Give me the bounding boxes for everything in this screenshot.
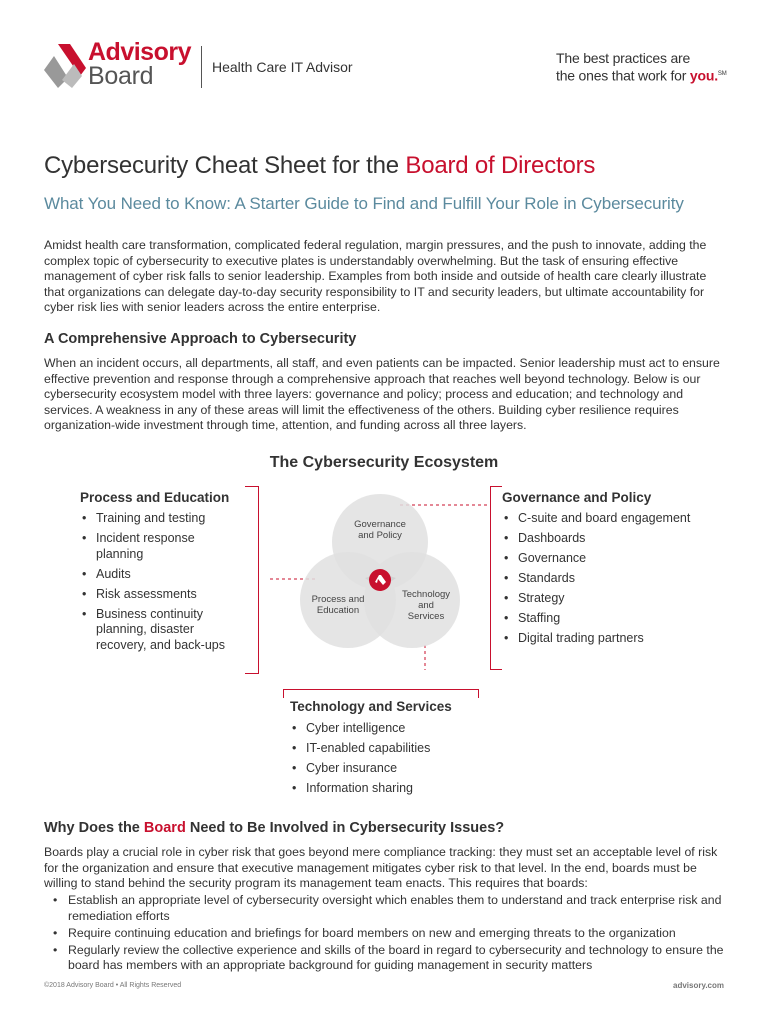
board-heading [44, 820, 504, 836]
advisory-board-logo[interactable] [88, 40, 191, 89]
technology-bracket [283, 689, 479, 698]
ecosystem-title: The Cybersecurity Ecosystem [269, 454, 499, 471]
list-item: • Training and testing [80, 511, 245, 527]
list-item: • Digital trading partners [502, 631, 732, 647]
service-mark: SM [717, 71, 727, 77]
list-item: • Regularly review the collective experience and skills of the board in regard to cybersecurity and technology to ensure the board has members with an appropriate background for guiding management in security matters [44, 943, 724, 974]
venn-label-governance-line2: and Policy [358, 530, 402, 541]
approach-paragraph: When an incident occurs, all departments, all staff, and even patients can be impacted. Senior leadership must act to ensure effective prevention and response through a comprehensive approach that reaches well beyond technology. Below is our cybersecurity ecosystem model with three layers: governance and policy; process and education; and technology and services. A weakness in any of these areas will limit the effectiveness of the others. Building cyber resilience requires organization-wide investment through time, attention, and funding across all three layers. [44, 356, 720, 432]
footer-copyright: ©2018 Advisory Board • All Rights Reserved [44, 982, 182, 989]
process-education-list [80, 511, 245, 658]
header-program-name: Health Care IT Advisor [212, 59, 353, 75]
tagline-you: you. [689, 67, 718, 84]
venn-label-technology-line3: Services [407, 611, 445, 622]
venn-label-process-line1: Process and [311, 594, 365, 605]
advisory-board-logo-mark [44, 44, 86, 88]
page-title-prefix: Cybersecurity Cheat Sheet for the [44, 152, 406, 179]
venn-center-logo [369, 569, 391, 591]
header-divider [201, 46, 202, 88]
list-item: • Governance [502, 551, 732, 567]
page-title-highlight: Board of Directors [405, 152, 596, 179]
venn-label-technology-line1: Technology [401, 589, 451, 600]
technology-services-title: Technology and Services [290, 699, 452, 714]
list-item: • C-suite and board engagement [502, 511, 732, 527]
venn-label-governance [340, 519, 420, 541]
logo-word-board: Board [88, 62, 154, 90]
governance-policy-title: Governance and Policy [502, 490, 652, 505]
list-item: • Risk assessments [80, 587, 245, 603]
list-item: • Business continuity planning, disaster recovery, and back-ups [80, 607, 245, 654]
venn-label-process-line2: Education [316, 605, 360, 616]
list-item: • Audits [80, 567, 245, 583]
logo-word-advisory: Advisory [88, 38, 191, 66]
list-item: • Dashboards [502, 531, 732, 547]
approach-heading: A Comprehensive Approach to Cybersecurity [44, 331, 357, 347]
technology-services-list [290, 721, 490, 801]
governance-policy-list [502, 511, 732, 651]
list-item: • Standards [502, 571, 732, 587]
header-tagline [556, 50, 727, 84]
list-item: • IT-enabled capabilities [290, 741, 490, 757]
list-item: • Establish an appropriate level of cybersecurity oversight which enables them to understand and track enterprise risk and remediation efforts [44, 893, 724, 924]
list-item: • Incident response planning [80, 531, 245, 562]
board-heading-suffix: Need to Be Involved in Cybersecurity Issues? [185, 820, 505, 836]
list-item: • Cyber insurance [290, 761, 490, 777]
tagline-line2-prefix: the ones that work for [556, 67, 690, 84]
list-item: • Staffing [502, 611, 732, 627]
intro-paragraph: Amidst health care transformation, complicated federal regulation, margin pressures, and the push to innovate, adding the complex topic of cybersecurity to executive plates is understandably overwhelming. But the task of ensuring effective management of cyber risk falls to senior leadership. Examples from both inside and outside of health care clearly illustrate that organizations can delegate day-to-day security responsibility to IT and security leaders, but ultimate accountability for cyber risk lies with senior leaders across the entire enterprise. [44, 238, 707, 314]
board-heading-highlight: Board [143, 820, 186, 836]
list-item: • Information sharing [290, 781, 490, 797]
page-title [44, 152, 595, 180]
venn-label-process [298, 594, 378, 616]
venn-label-technology [386, 589, 466, 622]
venn-label-governance-line1: Governance [354, 519, 406, 530]
list-item: • Require continuing education and briefings for board members on new and emerging threats to the organization [44, 926, 724, 942]
board-heading-prefix: Why Does the [44, 820, 144, 836]
board-paragraph: Boards play a crucial role in cyber risk that goes beyond mere compliance tracking: they must set an acceptable level of risk for the organization and ensure that executive management mitigates cyber risk to that level. In the end, boards must be willing to stand behind the security program its management team enacts. This requires that boards: [44, 845, 718, 890]
tagline-line2 [556, 66, 727, 84]
process-education-title: Process and Education [80, 490, 230, 505]
board-requirements-list [44, 893, 724, 975]
list-item: • Cyber intelligence [290, 721, 490, 737]
footer-website-link[interactable]: advisory.com [673, 981, 724, 990]
ecosystem-venn-diagram [270, 490, 500, 670]
venn-label-technology-line2: and [418, 600, 434, 611]
tagline-line1: The best practices are [556, 50, 691, 66]
page-subtitle: What You Need to Know: A Starter Guide to Find and Fulfill Your Role in Cybersecurity [44, 194, 684, 213]
list-item: • Strategy [502, 591, 732, 607]
process-bracket [245, 486, 259, 674]
